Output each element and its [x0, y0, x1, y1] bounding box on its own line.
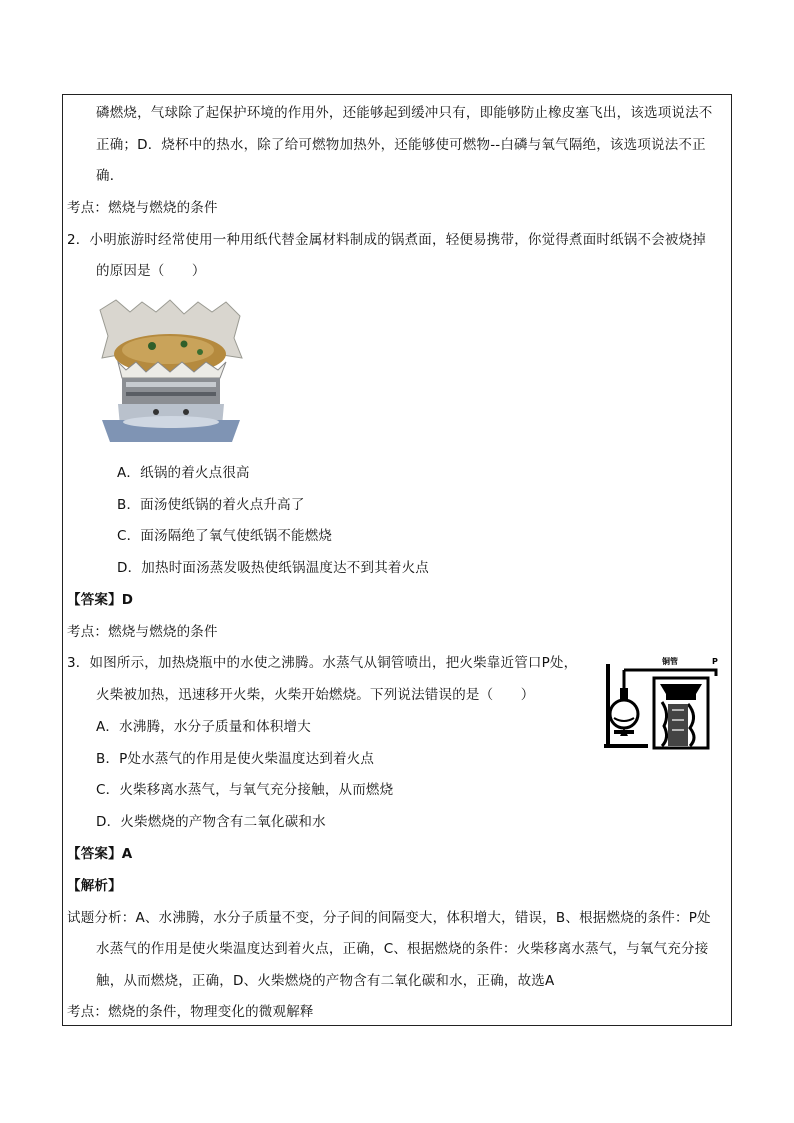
- option-2a: A．纸锅的着火点很高: [117, 465, 250, 481]
- question-3-stem: 3．如图所示，加热烧瓶中的水使之沸腾。水蒸气从铜管喷出，把火柴靠近管口P处，: [67, 655, 578, 671]
- text-line: 磷燃烧，气球除了起保护环境的作用外，还能够起到缓冲只有，即能够防止橡皮塞飞出，该选项说法不: [96, 105, 713, 121]
- text-line: 确．: [96, 168, 124, 184]
- text-line: 正确；D．烧杯中的热水，除了给可燃物加热外，还能够使可燃物--白磷与氧气隔绝，该选项说法不正: [96, 137, 706, 153]
- question-2-stem-cont: 的原因是（ ）: [96, 263, 206, 279]
- steam-apparatus-illustration: [604, 654, 722, 750]
- question-2-stem: 2．小明旅游时经常使用一种用纸代替金属材料制成的锅煮面，轻便易携带，你觉得煮面时纸锅不会被烧掉: [67, 232, 706, 248]
- option-2b: B．面汤使纸锅的着火点升高了: [117, 497, 305, 513]
- analysis-text: 触，从而燃烧，正确，D、火柴燃烧的产物含有二氧化碳和水，正确，故选A: [96, 973, 555, 989]
- option-2d: D．加热时面汤蒸发吸热使纸锅温度达不到其着火点: [117, 560, 429, 576]
- topic-line: 考点：燃烧与燃烧的条件: [67, 624, 218, 640]
- question-3-stem-cont: 火柴被加热，迅速移开火柴，火柴开始燃烧。下列说法错误的是（ ）: [96, 687, 535, 703]
- analysis-text: 水蒸气的作用是使火柴温度达到着火点，正确，C、根据燃烧的条件：火柴移离水蒸气，与氧气充分接: [96, 941, 709, 957]
- topic-line: 考点：燃烧与燃烧的条件: [67, 200, 218, 216]
- p-label: P: [712, 657, 718, 666]
- option-3c: C．火柴移离水蒸气，与氧气充分接触，从而燃烧: [96, 782, 394, 798]
- option-3b: B．P处水蒸气的作用是使火柴温度达到着火点: [96, 751, 375, 767]
- analysis-text: 试题分析：A、水沸腾，水分子质量不变，分子间的间隔变大，体积增大，错误，B、根据燃烧的条件：P处: [67, 910, 711, 926]
- option-3a: A．水沸腾，水分子质量和体积增大: [96, 719, 311, 735]
- answer-2: 【答案】D: [67, 592, 134, 608]
- topic-line: 考点：燃烧的条件，物理变化的微观解释: [67, 1004, 314, 1020]
- answer-3: 【答案】A: [67, 846, 133, 862]
- paper-pot-illustration: [96, 298, 244, 448]
- option-3d: D．火柴燃烧的产物含有二氧化碳和水: [96, 814, 326, 830]
- analysis-heading: 【解析】: [67, 878, 122, 894]
- option-2c: C．面汤隔绝了氧气使纸锅不能燃烧: [117, 528, 333, 544]
- tube-label: 铜管: [662, 657, 678, 666]
